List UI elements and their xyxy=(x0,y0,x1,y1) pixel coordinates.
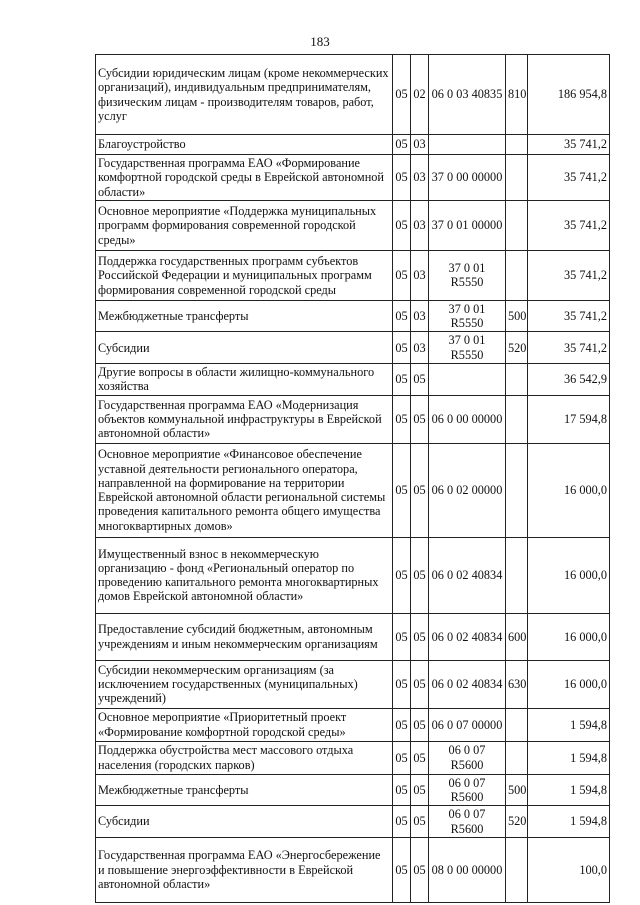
target-article-cell xyxy=(429,135,506,155)
item-name-cell: Основное мероприятие «Финансовое обеспечение уставной деятельности регионального оператора, направленной на формирование на территории Еврейской автономной области региональной системы проведения капитального ремонта общего имущества многоквартирных домов» xyxy=(96,443,393,537)
expense-type-cell xyxy=(506,708,528,741)
item-name-cell: Государственная программа ЕАО «Формирование комфортной городской среды в Еврейской автономной области» xyxy=(96,155,393,201)
expense-type-cell xyxy=(506,537,528,613)
target-article-cell: 37 0 00 00000 xyxy=(429,155,506,201)
table-row xyxy=(96,613,610,660)
subsection-code-cell: 05 xyxy=(411,395,429,443)
amount-cell: 16 000,0 xyxy=(528,613,610,660)
table-row xyxy=(96,774,610,806)
table-row xyxy=(96,660,610,708)
expense-type-cell: 520 xyxy=(506,806,528,838)
expense-type-cell xyxy=(506,395,528,443)
expense-type-cell: 500 xyxy=(506,300,528,332)
subsection-code-cell: 03 xyxy=(411,332,429,364)
section-code-cell: 05 xyxy=(393,443,411,537)
target-article-cell: 06 0 03 40835 xyxy=(429,55,506,135)
target-article-cell xyxy=(429,364,506,396)
item-name-cell: Поддержка государственных программ субъектов Российской Федерации и муниципальных программ формирования современной городской среды xyxy=(96,250,393,300)
subsection-code-cell: 03 xyxy=(411,250,429,300)
budget-table xyxy=(95,54,610,903)
amount-cell: 16 000,0 xyxy=(528,537,610,613)
subsection-code-cell: 05 xyxy=(411,837,429,902)
item-name-cell: Субсидии некоммерческим организациям (за исключением государственных (муниципальных) учреждений) xyxy=(96,660,393,708)
expense-type-cell xyxy=(506,250,528,300)
target-article-cell: 06 0 07 R5600 xyxy=(429,741,506,774)
item-name-cell: Государственная программа ЕАО «Энергосбережение и повышение энергоэффективности в Еврейской автономной области» xyxy=(96,837,393,902)
table-row xyxy=(96,55,610,135)
subsection-code-cell: 05 xyxy=(411,364,429,396)
table-row xyxy=(96,155,610,201)
table-row xyxy=(96,806,610,838)
item-name-cell: Основное мероприятие «Поддержка муниципальных программ формирования современной городской среды» xyxy=(96,200,393,250)
section-code-cell: 05 xyxy=(393,364,411,396)
item-name-cell: Другие вопросы в области жилищно-коммунального хозяйства xyxy=(96,364,393,396)
item-name-cell: Благоустройство xyxy=(96,135,393,155)
target-article-cell: 37 0 01 R5550 xyxy=(429,332,506,364)
expense-type-cell: 520 xyxy=(506,332,528,364)
table-row xyxy=(96,443,610,537)
target-article-cell: 37 0 01 R5550 xyxy=(429,300,506,332)
item-name-cell: Межбюджетные трансферты xyxy=(96,300,393,332)
page-number: 183 xyxy=(310,34,330,49)
amount-cell: 35 741,2 xyxy=(528,250,610,300)
table-row xyxy=(96,741,610,774)
table-row xyxy=(96,200,610,250)
amount-cell: 35 741,2 xyxy=(528,332,610,364)
amount-cell: 1 594,8 xyxy=(528,708,610,741)
target-article-cell: 06 0 02 40834 xyxy=(429,660,506,708)
expense-type-cell: 600 xyxy=(506,613,528,660)
expense-type-cell xyxy=(506,364,528,396)
amount-cell: 1 594,8 xyxy=(528,806,610,838)
section-code-cell: 05 xyxy=(393,613,411,660)
subsection-code-cell: 05 xyxy=(411,443,429,537)
item-name-cell: Имущественный взнос в некоммерческую организацию - фонд «Региональный оператор по проведению капитального ремонта многоквартирных домов Еврейской автономной области» xyxy=(96,537,393,613)
table-row xyxy=(96,364,610,396)
subsection-code-cell: 05 xyxy=(411,806,429,838)
target-article-cell: 37 0 01 R5550 xyxy=(429,250,506,300)
table-row xyxy=(96,708,610,741)
section-code-cell: 05 xyxy=(393,300,411,332)
subsection-code-cell: 03 xyxy=(411,300,429,332)
amount-cell: 35 741,2 xyxy=(528,300,610,332)
subsection-code-cell: 03 xyxy=(411,155,429,201)
subsection-code-cell: 02 xyxy=(411,55,429,135)
expense-type-cell xyxy=(506,155,528,201)
subsection-code-cell: 03 xyxy=(411,135,429,155)
subsection-code-cell: 05 xyxy=(411,660,429,708)
expense-type-cell: 500 xyxy=(506,774,528,806)
item-name-cell: Предоставление субсидий бюджетным, автономным учреждениям и иным некоммерческим организациям xyxy=(96,613,393,660)
target-article-cell: 06 0 07 R5600 xyxy=(429,806,506,838)
item-name-cell: Поддержка обустройства мест массового отдыха населения (городских парков) xyxy=(96,741,393,774)
subsection-code-cell: 05 xyxy=(411,741,429,774)
section-code-cell: 05 xyxy=(393,200,411,250)
amount-cell: 17 594,8 xyxy=(528,395,610,443)
expense-type-cell xyxy=(506,443,528,537)
section-code-cell: 05 xyxy=(393,774,411,806)
subsection-code-cell: 03 xyxy=(411,200,429,250)
section-code-cell: 05 xyxy=(393,537,411,613)
expense-type-cell xyxy=(506,741,528,774)
section-code-cell: 05 xyxy=(393,395,411,443)
expense-type-cell xyxy=(506,837,528,902)
item-name-cell: Межбюджетные трансферты xyxy=(96,774,393,806)
section-code-cell: 05 xyxy=(393,135,411,155)
table-row xyxy=(96,332,610,364)
section-code-cell: 05 xyxy=(393,660,411,708)
budget-table-body xyxy=(96,55,610,903)
section-code-cell: 05 xyxy=(393,741,411,774)
subsection-code-cell: 05 xyxy=(411,774,429,806)
amount-cell: 16 000,0 xyxy=(528,443,610,537)
section-code-cell: 05 xyxy=(393,806,411,838)
section-code-cell: 05 xyxy=(393,55,411,135)
target-article-cell: 06 0 02 40834 xyxy=(429,537,506,613)
table-row xyxy=(96,250,610,300)
subsection-code-cell: 05 xyxy=(411,613,429,660)
item-name-cell: Основное мероприятие «Приоритетный проект «Формирование комфортной городской среды» xyxy=(96,708,393,741)
amount-cell: 1 594,8 xyxy=(528,774,610,806)
amount-cell: 186 954,8 xyxy=(528,55,610,135)
amount-cell: 100,0 xyxy=(528,837,610,902)
item-name-cell: Субсидии xyxy=(96,806,393,838)
item-name-cell: Субсидии юридическим лицам (кроме некоммерческих организаций), индивидуальным предпринимателям, физическим лицам - производителям товаров, работ, услуг xyxy=(96,55,393,135)
table-row xyxy=(96,135,610,155)
target-article-cell: 06 0 02 00000 xyxy=(429,443,506,537)
target-article-cell: 06 0 00 00000 xyxy=(429,395,506,443)
amount-cell: 35 741,2 xyxy=(528,135,610,155)
table-row xyxy=(96,537,610,613)
table-row xyxy=(96,395,610,443)
expense-type-cell: 810 xyxy=(506,55,528,135)
section-code-cell: 05 xyxy=(393,837,411,902)
amount-cell: 35 741,2 xyxy=(528,155,610,201)
table-row xyxy=(96,300,610,332)
target-article-cell: 06 0 07 R5600 xyxy=(429,774,506,806)
expense-type-cell: 630 xyxy=(506,660,528,708)
expense-type-cell xyxy=(506,200,528,250)
target-article-cell: 06 0 02 40834 xyxy=(429,613,506,660)
target-article-cell: 37 0 01 00000 xyxy=(429,200,506,250)
amount-cell: 35 741,2 xyxy=(528,200,610,250)
subsection-code-cell: 05 xyxy=(411,537,429,613)
target-article-cell: 08 0 00 00000 xyxy=(429,837,506,902)
subsection-code-cell: 05 xyxy=(411,708,429,741)
item-name-cell: Субсидии xyxy=(96,332,393,364)
amount-cell: 1 594,8 xyxy=(528,741,610,774)
table-row xyxy=(96,837,610,902)
target-article-cell: 06 0 07 00000 xyxy=(429,708,506,741)
amount-cell: 36 542,9 xyxy=(528,364,610,396)
section-code-cell: 05 xyxy=(393,250,411,300)
expense-type-cell xyxy=(506,135,528,155)
section-code-cell: 05 xyxy=(393,332,411,364)
item-name-cell: Государственная программа ЕАО «Модернизация объектов коммунальной инфраструктуры в Еврейской автономной области» xyxy=(96,395,393,443)
section-code-cell: 05 xyxy=(393,155,411,201)
amount-cell: 16 000,0 xyxy=(528,660,610,708)
section-code-cell: 05 xyxy=(393,708,411,741)
